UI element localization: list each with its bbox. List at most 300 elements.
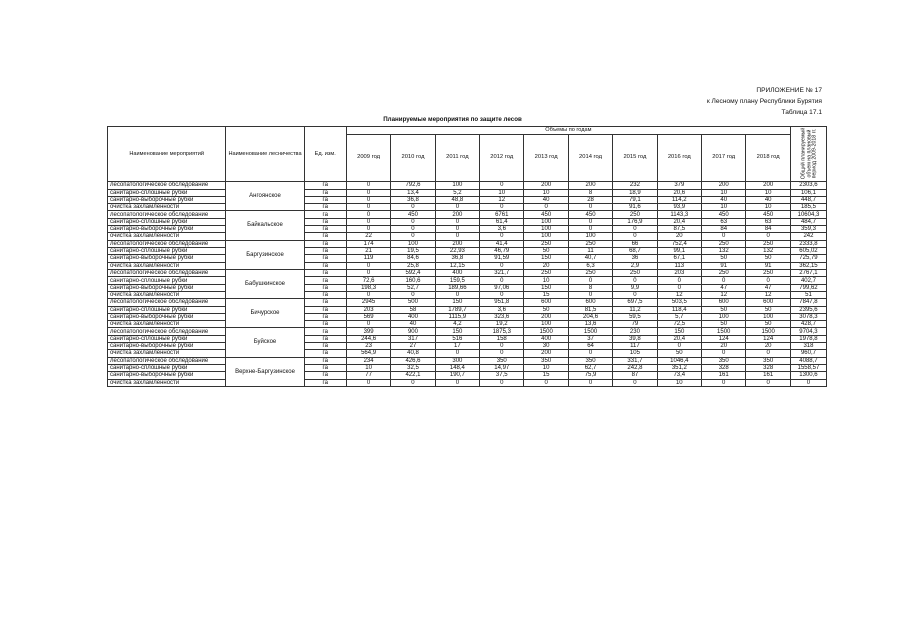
- year-value-cell: 117: [613, 343, 657, 350]
- year-value-cell: 18,9: [613, 189, 657, 196]
- year-value-cell: 200: [524, 313, 568, 320]
- activity-cell: санитарно-сплошные рубки: [108, 335, 226, 342]
- year-value-cell: 50: [657, 350, 701, 357]
- year-value-cell: 0: [346, 189, 390, 196]
- total-cell: 2395,6: [790, 306, 826, 313]
- year-value-cell: 67,1: [657, 255, 701, 262]
- year-value-cell: 1875,3: [480, 328, 524, 336]
- year-value-cell: 63: [702, 218, 746, 225]
- table-row: [108, 269, 827, 277]
- year-value-cell: 600: [746, 299, 791, 307]
- table-row: [108, 226, 827, 233]
- table-row: [108, 343, 827, 350]
- year-value-cell: 0: [346, 204, 390, 211]
- activity-cell: очистка захламленности: [108, 233, 226, 240]
- activity-cell: лесопатологическое обследование: [108, 240, 226, 248]
- activity-cell: санитарно-сплошные рубки: [108, 218, 226, 225]
- col-year-header: 2011 год: [435, 135, 479, 182]
- year-value-cell: 10: [346, 365, 390, 372]
- year-value-cell: 250: [613, 269, 657, 277]
- year-value-cell: 5,2: [435, 189, 479, 196]
- year-value-cell: 0: [524, 379, 568, 386]
- total-cell: 4088,7: [790, 357, 826, 365]
- year-value-cell: 61,4: [480, 218, 524, 225]
- table-row: [108, 321, 827, 328]
- total-cell: 3078,3: [790, 313, 826, 320]
- table-row: [108, 350, 827, 357]
- year-value-cell: 2945: [346, 299, 390, 307]
- table-row: [108, 204, 827, 211]
- year-value-cell: 113: [657, 262, 701, 269]
- plan-reference: к Лесному плану Республики Бурятия: [706, 98, 822, 105]
- year-value-cell: 0: [391, 218, 435, 225]
- forestry-cell: Байкальское: [226, 211, 304, 240]
- col-volumes-group-header: Объемы по годам: [346, 127, 790, 135]
- activity-cell: лесопатологическое обследование: [108, 328, 226, 336]
- total-cell: 605,02: [790, 248, 826, 255]
- total-cell: 185,5: [790, 204, 826, 211]
- year-value-cell: 350: [746, 357, 791, 365]
- total-cell: 960,7: [790, 350, 826, 357]
- year-value-cell: 50: [702, 321, 746, 328]
- year-value-cell: 450: [702, 211, 746, 219]
- forestry-cell: Верхне-Баргузинское: [226, 357, 304, 386]
- forest-protection-table: [107, 126, 827, 387]
- year-value-cell: 204,6: [568, 313, 612, 320]
- year-value-cell: 30: [524, 343, 568, 350]
- unit-cell: га: [304, 182, 346, 190]
- year-value-cell: 250: [568, 269, 612, 277]
- year-value-cell: 0: [480, 343, 524, 350]
- year-value-cell: 105: [613, 350, 657, 357]
- year-value-cell: 0: [480, 379, 524, 386]
- year-value-cell: 12: [746, 291, 791, 298]
- year-value-cell: 0: [568, 379, 612, 386]
- year-value-cell: 41,4: [480, 240, 524, 248]
- year-value-cell: 1500: [524, 328, 568, 336]
- year-value-cell: 200: [702, 182, 746, 190]
- forestry-cell: Баргузинское: [226, 240, 304, 269]
- year-value-cell: 46,79: [480, 248, 524, 255]
- year-value-cell: 62,7: [568, 365, 612, 372]
- year-value-cell: 0: [480, 233, 524, 240]
- year-value-cell: 203: [346, 306, 390, 313]
- year-value-cell: 0: [435, 204, 479, 211]
- unit-cell: га: [304, 262, 346, 269]
- year-value-cell: 27: [391, 343, 435, 350]
- year-value-cell: 200: [568, 182, 612, 190]
- year-value-cell: 150: [657, 328, 701, 336]
- year-value-cell: 10: [702, 189, 746, 196]
- year-value-cell: 516: [435, 335, 479, 342]
- year-value-cell: 114,2: [657, 196, 701, 203]
- total-cell: 0: [790, 379, 826, 386]
- unit-cell: га: [304, 299, 346, 307]
- year-value-cell: 100: [391, 240, 435, 248]
- activity-cell: санитарно-выборочные рубки: [108, 255, 226, 262]
- total-cell: 402,7: [790, 277, 826, 284]
- unit-cell: га: [304, 372, 346, 379]
- table-row: [108, 248, 827, 255]
- year-value-cell: 12: [657, 291, 701, 298]
- unit-cell: га: [304, 284, 346, 291]
- year-value-cell: 0: [435, 233, 479, 240]
- activity-cell: очистка захламленности: [108, 291, 226, 298]
- year-value-cell: 37,5: [480, 372, 524, 379]
- year-value-cell: 47: [702, 284, 746, 291]
- year-value-cell: 351,2: [657, 365, 701, 372]
- total-cell: 799,62: [790, 284, 826, 291]
- year-value-cell: 0: [435, 350, 479, 357]
- header-row-top: [108, 127, 827, 135]
- year-value-cell: 15: [524, 372, 568, 379]
- col-year-header: 2014 год: [568, 135, 612, 182]
- table-row: [108, 372, 827, 379]
- year-value-cell: 97,06: [480, 284, 524, 291]
- year-value-cell: 450: [524, 211, 568, 219]
- year-value-cell: 20: [657, 233, 701, 240]
- total-cell: 725,79: [790, 255, 826, 262]
- year-value-cell: 10: [524, 277, 568, 284]
- year-value-cell: 132: [746, 248, 791, 255]
- year-value-cell: 19,5: [391, 248, 435, 255]
- year-value-cell: 8: [568, 284, 612, 291]
- year-value-cell: 12: [702, 291, 746, 298]
- year-value-cell: 64: [568, 343, 612, 350]
- year-value-cell: 400: [524, 335, 568, 342]
- year-value-cell: 900: [391, 328, 435, 336]
- year-value-cell: 0: [613, 277, 657, 284]
- year-value-cell: 39,8: [613, 335, 657, 342]
- unit-cell: га: [304, 226, 346, 233]
- activity-cell: лесопатологическое обследование: [108, 299, 226, 307]
- year-value-cell: 0: [346, 218, 390, 225]
- year-value-cell: 72,6: [346, 277, 390, 284]
- year-value-cell: 250: [613, 211, 657, 219]
- total-cell: 428,7: [790, 321, 826, 328]
- year-value-cell: 1500: [568, 328, 612, 336]
- year-value-cell: 124: [746, 335, 791, 342]
- year-value-cell: 100: [568, 233, 612, 240]
- year-value-cell: 0: [746, 277, 791, 284]
- table-body: [108, 182, 827, 387]
- year-value-cell: 379: [657, 182, 701, 190]
- year-value-cell: 50: [702, 255, 746, 262]
- year-value-cell: 0: [480, 277, 524, 284]
- year-value-cell: 132: [702, 248, 746, 255]
- year-value-cell: 91: [746, 262, 791, 269]
- year-value-cell: 73,4: [657, 372, 701, 379]
- year-value-cell: 592,4: [391, 269, 435, 277]
- unit-cell: га: [304, 189, 346, 196]
- year-value-cell: 6,3: [568, 262, 612, 269]
- year-value-cell: 99,1: [657, 248, 701, 255]
- year-value-cell: 503,5: [657, 299, 701, 307]
- year-value-cell: 36: [613, 255, 657, 262]
- year-value-cell: 84,6: [391, 255, 435, 262]
- unit-cell: га: [304, 233, 346, 240]
- year-value-cell: 0: [568, 350, 612, 357]
- table-row: [108, 328, 827, 336]
- year-value-cell: 19,2: [480, 321, 524, 328]
- year-value-cell: 176,9: [613, 218, 657, 225]
- year-value-cell: 426,6: [391, 357, 435, 365]
- year-value-cell: 3,6: [480, 306, 524, 313]
- year-value-cell: 79: [613, 321, 657, 328]
- year-value-cell: 36,8: [391, 196, 435, 203]
- year-value-cell: 174: [346, 240, 390, 248]
- year-value-cell: 158: [480, 335, 524, 342]
- year-value-cell: 0: [657, 284, 701, 291]
- table-row: [108, 313, 827, 320]
- year-value-cell: 63: [746, 218, 791, 225]
- table-row: [108, 306, 827, 313]
- year-value-cell: 1500: [746, 328, 791, 336]
- year-value-cell: 25,8: [391, 262, 435, 269]
- year-value-cell: 350: [702, 357, 746, 365]
- unit-cell: га: [304, 277, 346, 284]
- year-value-cell: 951,8: [480, 299, 524, 307]
- unit-cell: га: [304, 335, 346, 342]
- year-value-cell: 0: [568, 291, 612, 298]
- year-value-cell: 9,9: [613, 284, 657, 291]
- year-value-cell: 32,5: [391, 365, 435, 372]
- year-value-cell: 68,7: [613, 248, 657, 255]
- year-value-cell: 250: [524, 269, 568, 277]
- col-year-header: 2018 год: [746, 135, 791, 182]
- year-value-cell: 10: [480, 189, 524, 196]
- year-value-cell: 14,97: [480, 365, 524, 372]
- year-value-cell: 20: [702, 343, 746, 350]
- col-year-header: 2010 год: [391, 135, 435, 182]
- year-value-cell: 20,4: [657, 335, 701, 342]
- activity-cell: очистка захламленности: [108, 379, 226, 386]
- year-value-cell: 350: [568, 357, 612, 365]
- year-value-cell: 0: [480, 262, 524, 269]
- year-value-cell: 1789,7: [435, 306, 479, 313]
- year-value-cell: 118,4: [657, 306, 701, 313]
- unit-cell: га: [304, 248, 346, 255]
- year-value-cell: 100: [435, 182, 479, 190]
- year-value-cell: 0: [480, 204, 524, 211]
- table-title: Планируемые мероприятия по защите лесов: [383, 116, 522, 123]
- year-value-cell: 40,7: [568, 255, 612, 262]
- year-value-cell: 23: [346, 343, 390, 350]
- year-value-cell: 47: [746, 284, 791, 291]
- year-value-cell: 150: [524, 255, 568, 262]
- table-row: [108, 233, 827, 240]
- total-cell: 242: [790, 233, 826, 240]
- table-row: [108, 211, 827, 219]
- total-cell: 362,15: [790, 262, 826, 269]
- unit-cell: га: [304, 321, 346, 328]
- year-value-cell: 72,5: [657, 321, 701, 328]
- table-row: [108, 189, 827, 196]
- year-value-cell: 148,4: [435, 365, 479, 372]
- year-value-cell: 331,7: [613, 357, 657, 365]
- year-value-cell: 50: [746, 321, 791, 328]
- table-row: [108, 196, 827, 203]
- col-year-header: 2013 год: [524, 135, 568, 182]
- year-value-cell: 20,6: [657, 189, 701, 196]
- year-value-cell: 198,3: [346, 284, 390, 291]
- year-value-cell: 250: [746, 240, 791, 248]
- year-value-cell: 0: [702, 350, 746, 357]
- year-value-cell: 203: [657, 269, 701, 277]
- year-value-cell: 10: [746, 189, 791, 196]
- year-value-cell: 20,4: [657, 218, 701, 225]
- year-value-cell: 40: [746, 196, 791, 203]
- total-cell: 2303,6: [790, 182, 826, 190]
- year-value-cell: 0: [346, 269, 390, 277]
- year-value-cell: 100: [746, 313, 791, 320]
- year-value-cell: 0: [746, 379, 791, 386]
- total-cell: 9704,3: [790, 328, 826, 336]
- year-value-cell: 0: [346, 211, 390, 219]
- year-value-cell: 2,9: [613, 262, 657, 269]
- year-value-cell: 300: [435, 357, 479, 365]
- table-row: [108, 218, 827, 225]
- year-value-cell: 242,8: [613, 365, 657, 372]
- year-value-cell: 50: [702, 306, 746, 313]
- table-row: [108, 277, 827, 284]
- year-value-cell: 0: [346, 291, 390, 298]
- col-year-header: 2017 год: [702, 135, 746, 182]
- unit-cell: га: [304, 306, 346, 313]
- unit-cell: га: [304, 343, 346, 350]
- year-value-cell: 328: [702, 365, 746, 372]
- year-value-cell: 50: [524, 306, 568, 313]
- year-value-cell: 50: [746, 255, 791, 262]
- year-value-cell: 100: [524, 233, 568, 240]
- year-value-cell: 161: [702, 372, 746, 379]
- year-value-cell: 232: [613, 182, 657, 190]
- col-total-header: Общий планируемый объем на плановый период 2009-2018 гг.: [790, 127, 826, 182]
- year-value-cell: 0: [746, 350, 791, 357]
- forestry-cell: Бичурское: [226, 299, 304, 328]
- year-value-cell: 84: [746, 226, 791, 233]
- year-value-cell: 0: [702, 379, 746, 386]
- year-value-cell: 0: [746, 233, 791, 240]
- col-forestry-header: Наименование лесничества: [226, 127, 304, 182]
- year-value-cell: 150: [524, 284, 568, 291]
- year-value-cell: 0: [568, 204, 612, 211]
- year-value-cell: 36,8: [435, 255, 479, 262]
- year-value-cell: 100: [524, 321, 568, 328]
- total-cell: 359,3: [790, 226, 826, 233]
- unit-cell: га: [304, 350, 346, 357]
- year-value-cell: 159,5: [435, 277, 479, 284]
- unit-cell: га: [304, 291, 346, 298]
- year-value-cell: 10: [702, 204, 746, 211]
- activity-cell: санитарно-выборочные рубки: [108, 313, 226, 320]
- table-row: [108, 262, 827, 269]
- year-value-cell: 422,1: [391, 372, 435, 379]
- table-row: [108, 379, 827, 386]
- activity-cell: санитарно-выборочные рубки: [108, 343, 226, 350]
- year-value-cell: 11,2: [613, 306, 657, 313]
- activity-cell: очистка захламленности: [108, 321, 226, 328]
- table-row: [108, 335, 827, 342]
- table-row: [108, 357, 827, 365]
- table-row: [108, 255, 827, 262]
- year-value-cell: 350: [480, 357, 524, 365]
- table-row: [108, 365, 827, 372]
- year-value-cell: 0: [391, 233, 435, 240]
- year-value-cell: 0: [480, 350, 524, 357]
- table-row: [108, 291, 827, 298]
- year-value-cell: 91: [702, 262, 746, 269]
- year-value-cell: 321,7: [480, 269, 524, 277]
- year-value-cell: 150: [435, 328, 479, 336]
- activity-cell: санитарно-выборочные рубки: [108, 226, 226, 233]
- unit-cell: га: [304, 218, 346, 225]
- year-value-cell: 8: [568, 189, 612, 196]
- year-value-cell: 317: [391, 335, 435, 342]
- year-value-cell: 12: [480, 196, 524, 203]
- year-value-cell: 1115,9: [435, 313, 479, 320]
- year-value-cell: 17: [435, 343, 479, 350]
- year-value-cell: 13,6: [568, 321, 612, 328]
- year-value-cell: 0: [346, 226, 390, 233]
- table-row: [108, 240, 827, 248]
- year-value-cell: 0: [391, 291, 435, 298]
- year-value-cell: 77: [346, 372, 390, 379]
- total-cell: 484,7: [790, 218, 826, 225]
- unit-cell: га: [304, 379, 346, 386]
- year-value-cell: 0: [391, 379, 435, 386]
- year-value-cell: 250: [524, 240, 568, 248]
- total-cell: 10604,3: [790, 211, 826, 219]
- year-value-cell: 84: [702, 226, 746, 233]
- table-row: [108, 284, 827, 291]
- year-value-cell: 0: [346, 182, 390, 190]
- year-value-cell: 0: [524, 204, 568, 211]
- year-value-cell: 0: [480, 182, 524, 190]
- year-value-cell: 792,6: [391, 182, 435, 190]
- year-value-cell: 37: [568, 335, 612, 342]
- col-year-header: 2016 год: [657, 135, 701, 182]
- year-value-cell: 124: [702, 335, 746, 342]
- year-value-cell: 1500: [702, 328, 746, 336]
- year-value-cell: 91,6: [613, 204, 657, 211]
- total-cell: 7847,8: [790, 299, 826, 307]
- unit-cell: га: [304, 357, 346, 365]
- year-value-cell: 0: [613, 291, 657, 298]
- year-value-cell: 100: [524, 218, 568, 225]
- year-value-cell: 450: [746, 211, 791, 219]
- activity-cell: санитарно-сплошные рубки: [108, 189, 226, 196]
- col-year-header: 2009 год: [346, 135, 390, 182]
- year-value-cell: 10: [746, 204, 791, 211]
- year-value-cell: 12,15: [435, 262, 479, 269]
- year-value-cell: 500: [391, 299, 435, 307]
- year-value-cell: 0: [346, 379, 390, 386]
- year-value-cell: 40: [702, 196, 746, 203]
- year-value-cell: 5,7: [657, 313, 701, 320]
- year-value-cell: 250: [702, 240, 746, 248]
- total-cell: 106,1: [790, 189, 826, 196]
- year-value-cell: 250: [702, 269, 746, 277]
- year-value-cell: 600: [524, 299, 568, 307]
- year-value-cell: 0: [346, 196, 390, 203]
- year-value-cell: 22,93: [435, 248, 479, 255]
- year-value-cell: 100: [702, 313, 746, 320]
- year-value-cell: 190,7: [435, 372, 479, 379]
- year-value-cell: 100: [524, 226, 568, 233]
- unit-cell: га: [304, 328, 346, 336]
- table-number: Таблица 17.1: [781, 109, 822, 116]
